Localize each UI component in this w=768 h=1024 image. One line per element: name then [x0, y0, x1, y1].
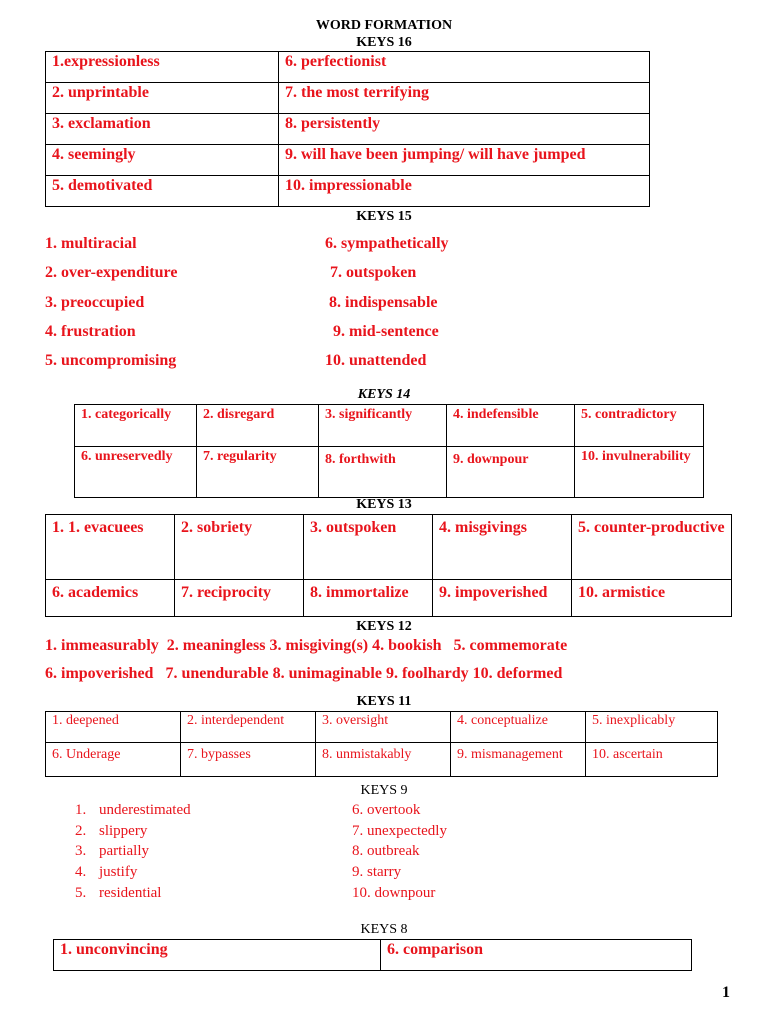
- keys14-table: [74, 404, 704, 498]
- table-cell: 6. unreservedly: [75, 447, 197, 498]
- table-cell: 1. categorically: [75, 405, 197, 447]
- list-item: 1. multiracial: [45, 235, 137, 252]
- table-row: [75, 405, 704, 447]
- table-cell: 4. conceptualize: [451, 712, 586, 743]
- list-number: 3.: [75, 843, 87, 859]
- table-row: [46, 515, 732, 580]
- list-number: 2.: [75, 823, 87, 839]
- keys12-heading: KEYS 12: [356, 619, 412, 634]
- table-row: [46, 83, 650, 114]
- table-row: [54, 940, 692, 971]
- table-row: [46, 145, 650, 176]
- table-cell: 4. misgivings: [433, 515, 572, 580]
- list-item: [75, 862, 137, 882]
- list-number: 4.: [75, 864, 87, 880]
- table-cell: 4. indefensible: [447, 405, 575, 447]
- table-cell: 1. unconvincing: [54, 940, 381, 971]
- list-item: [75, 800, 191, 820]
- table-cell: 9. downpour: [447, 447, 575, 498]
- table-cell: 8. forthwith: [319, 447, 447, 498]
- table-cell: 10. ascertain: [586, 743, 718, 777]
- keys16-table: [45, 51, 650, 207]
- table-cell: 3. oversight: [316, 712, 451, 743]
- table-cell: 6. academics: [46, 580, 175, 617]
- table-cell: 5. inexplicably: [586, 712, 718, 743]
- table-cell: 10. impressionable: [279, 176, 650, 207]
- table-cell: 10. armistice: [572, 580, 732, 617]
- list-item: 6. sympathetically: [325, 235, 449, 252]
- table-cell: 1. 1. evacuees: [46, 515, 175, 580]
- table-cell: 9. mismanagement: [451, 743, 586, 777]
- table-cell: 7. regularity: [197, 447, 319, 498]
- list-item: 3. preoccupied: [45, 294, 145, 311]
- list-item: 9. mid-sentence: [333, 323, 439, 340]
- list-item: 7. outspoken: [330, 264, 417, 281]
- table-cell: 2. interdependent: [181, 712, 316, 743]
- table-cell: 1. deepened: [46, 712, 181, 743]
- document-title: WORD FORMATION: [315, 18, 453, 33]
- keys16-heading: KEYS 16: [356, 35, 412, 50]
- table-cell: 9. impoverished: [433, 580, 572, 617]
- list-item: [75, 821, 147, 841]
- table-cell: 7. reciprocity: [175, 580, 304, 617]
- list-item: 10. unattended: [325, 352, 427, 369]
- table-cell: 8. immortalize: [304, 580, 433, 617]
- table-cell: 3. significantly: [319, 405, 447, 447]
- table-cell: 8. persistently: [279, 114, 650, 145]
- table-cell: 6. perfectionist: [279, 52, 650, 83]
- table-cell: 6. comparison: [381, 940, 692, 971]
- table-row: [46, 114, 650, 145]
- keys8-table: [53, 939, 692, 971]
- table-cell: 3. outspoken: [304, 515, 433, 580]
- table-row: [46, 176, 650, 207]
- page-number: 1: [722, 984, 730, 1001]
- keys13-table: [45, 514, 732, 617]
- table-cell: 7. the most terrifying: [279, 83, 650, 114]
- table-row: [46, 712, 718, 743]
- table-cell: 10. invulnerability: [575, 447, 704, 498]
- table-cell: 6. Underage: [46, 743, 181, 777]
- list-item: 2. over-expenditure: [45, 264, 178, 281]
- list-word: slippery: [99, 823, 148, 839]
- table-cell: 8. unmistakably: [316, 743, 451, 777]
- list-number: 1.: [75, 802, 87, 818]
- table-row: [46, 580, 732, 617]
- table-cell: 7. bypasses: [181, 743, 316, 777]
- list-item: 9. starry: [352, 864, 402, 880]
- list-item: 7. unexpectedly: [352, 823, 447, 839]
- keys14-heading: KEYS 14: [357, 387, 411, 402]
- list-item: 6. overtook: [352, 802, 421, 818]
- keys11-heading: KEYS 11: [356, 694, 412, 709]
- list-word: underestimated: [99, 802, 191, 818]
- table-cell: 5. demotivated: [46, 176, 279, 207]
- keys15-heading: KEYS 15: [356, 209, 412, 224]
- table-cell: 5. contradictory: [575, 405, 704, 447]
- table-cell: 5. counter-productive: [572, 515, 732, 580]
- keys8-heading: KEYS 8: [360, 922, 408, 937]
- table-row: [46, 743, 718, 777]
- table-cell: 2. disregard: [197, 405, 319, 447]
- list-number: 5.: [75, 885, 87, 901]
- keys11-table: [45, 711, 718, 777]
- list-item: [75, 883, 161, 903]
- list-item: 4. frustration: [45, 323, 136, 340]
- list-word: partially: [99, 843, 149, 859]
- list-item: 8. indispensable: [329, 294, 438, 311]
- table-cell: 2. unprintable: [46, 83, 279, 114]
- table-cell: 2. sobriety: [175, 515, 304, 580]
- table-cell: 1.expressionless: [46, 52, 279, 83]
- keys13-heading: KEYS 13: [356, 497, 412, 512]
- table-cell: 4. seemingly: [46, 145, 279, 176]
- table-cell: 9. will have been jumping/ will have jumped: [279, 145, 650, 176]
- list-item: [75, 841, 149, 861]
- list-item: 10. downpour: [352, 885, 436, 901]
- table-cell: 3. exclamation: [46, 114, 279, 145]
- list-item: 5. uncompromising: [45, 352, 177, 369]
- list-item: 8. outbreak: [352, 843, 420, 859]
- keys12-line: 1. immeasurably 2. meaningless 3. misgiving(s) 4. bookish 5. commemorate: [45, 637, 568, 654]
- table-row: [75, 447, 704, 498]
- list-word: residential: [99, 885, 162, 901]
- table-row: [46, 52, 650, 83]
- list-word: justify: [99, 864, 138, 880]
- keys9-heading: KEYS 9: [360, 783, 408, 798]
- keys12-line: 6. impoverished 7. unendurable 8. unimaginable 9. foolhardy 10. deformed: [45, 665, 563, 682]
